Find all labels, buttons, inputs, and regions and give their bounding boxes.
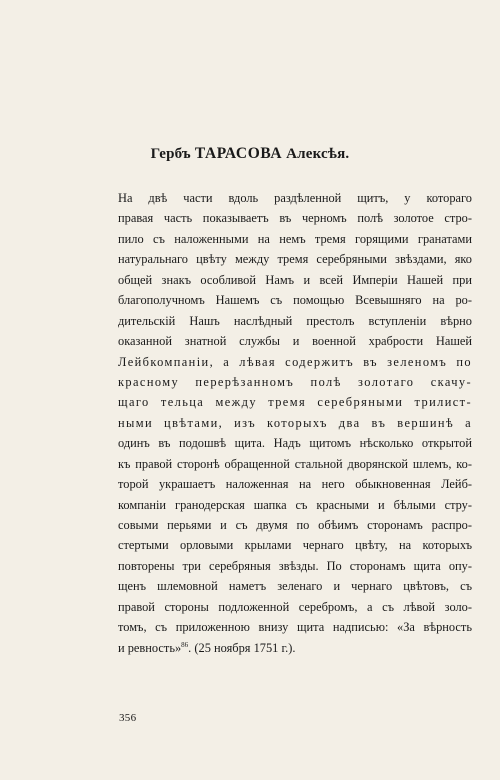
page-number: 356 [119, 712, 137, 724]
text-line: компаніи гранодерская шапка съ красными и бѣлыми стру- [118, 497, 472, 512]
text-line: Лейбкомпаніи, а лѣвая содержитъ въ зеленомъ по [118, 354, 472, 369]
footnote-ref[interactable]: 86 [181, 640, 189, 649]
text-line: правой стороны подложенной серебромъ, а съ лѣвой золо- [118, 599, 472, 614]
text-line: стертыми орловыми крылами чернаго цвѣту, на которыхъ [118, 538, 472, 553]
text-line: томъ, съ приложенною внизу щита надписью: «За вѣрность [118, 620, 472, 635]
last-line-text: и ревность» [118, 640, 182, 655]
text-line: пило съ наложенными на немъ тремя горящими гранатами [118, 231, 472, 246]
text-line: къ правой сторонѣ обращенной стальной дворянской шлемъ, ко- [118, 456, 472, 471]
text-line: ными цвѣтами, изъ которыхъ два въ вершинѣ а [118, 415, 472, 430]
title-surname: ТАРАСОВА [194, 145, 283, 162]
text-line: оказанной знатной службы и военной храбрости Нашей [118, 334, 472, 349]
text-line: натуральнаго цвѣту между тремя серебряными звѣздами, яко [118, 252, 472, 267]
last-line-date: . (25 ноября 1751 г.). [188, 640, 296, 655]
text-line: щаго тельца между тремя серебряными трилист- [118, 395, 472, 410]
text-line: одинъ въ подошвѣ щита. Надъ щитомъ нѣсколько открытой [118, 436, 472, 451]
title-given-name: Алексѣя. [286, 146, 350, 162]
text-line: торой украшаетъ наложенная на него обыкновенная Лейб- [118, 477, 472, 492]
text-line: общей знакъ особливой Намъ и всей Имперіи Нашей при [118, 272, 472, 287]
text-line: совыми перьями и съ двумя по обѣимъ сторонамъ распро- [118, 518, 472, 532]
text-line: дительскій Нашъ наслѣдный престолъ вступленіи вѣрно [118, 313, 472, 328]
text-line: На двѣ части вдоль раздѣленной щитъ, у котораго [118, 191, 472, 205]
title-prefix: Гербъ [150, 146, 191, 162]
page-title [0, 145, 500, 163]
text-line: щенъ шлемовной наметъ зеленаго и чернаго цвѣтовъ, съ [118, 579, 472, 594]
text-line-last [118, 638, 472, 658]
text-line: правая часть показываетъ въ черномъ полѣ золотое стро- [118, 211, 472, 226]
text-line: благополучномъ Нашемъ съ помощью Всевышняго на ро- [118, 293, 472, 308]
body-text [118, 188, 472, 658]
text-line: красному перерѣзанномъ полѣ золотаго скачу- [118, 374, 472, 389]
text-line: повторены три серебряныя звѣзды. По сторонамъ щита опу- [118, 558, 472, 573]
